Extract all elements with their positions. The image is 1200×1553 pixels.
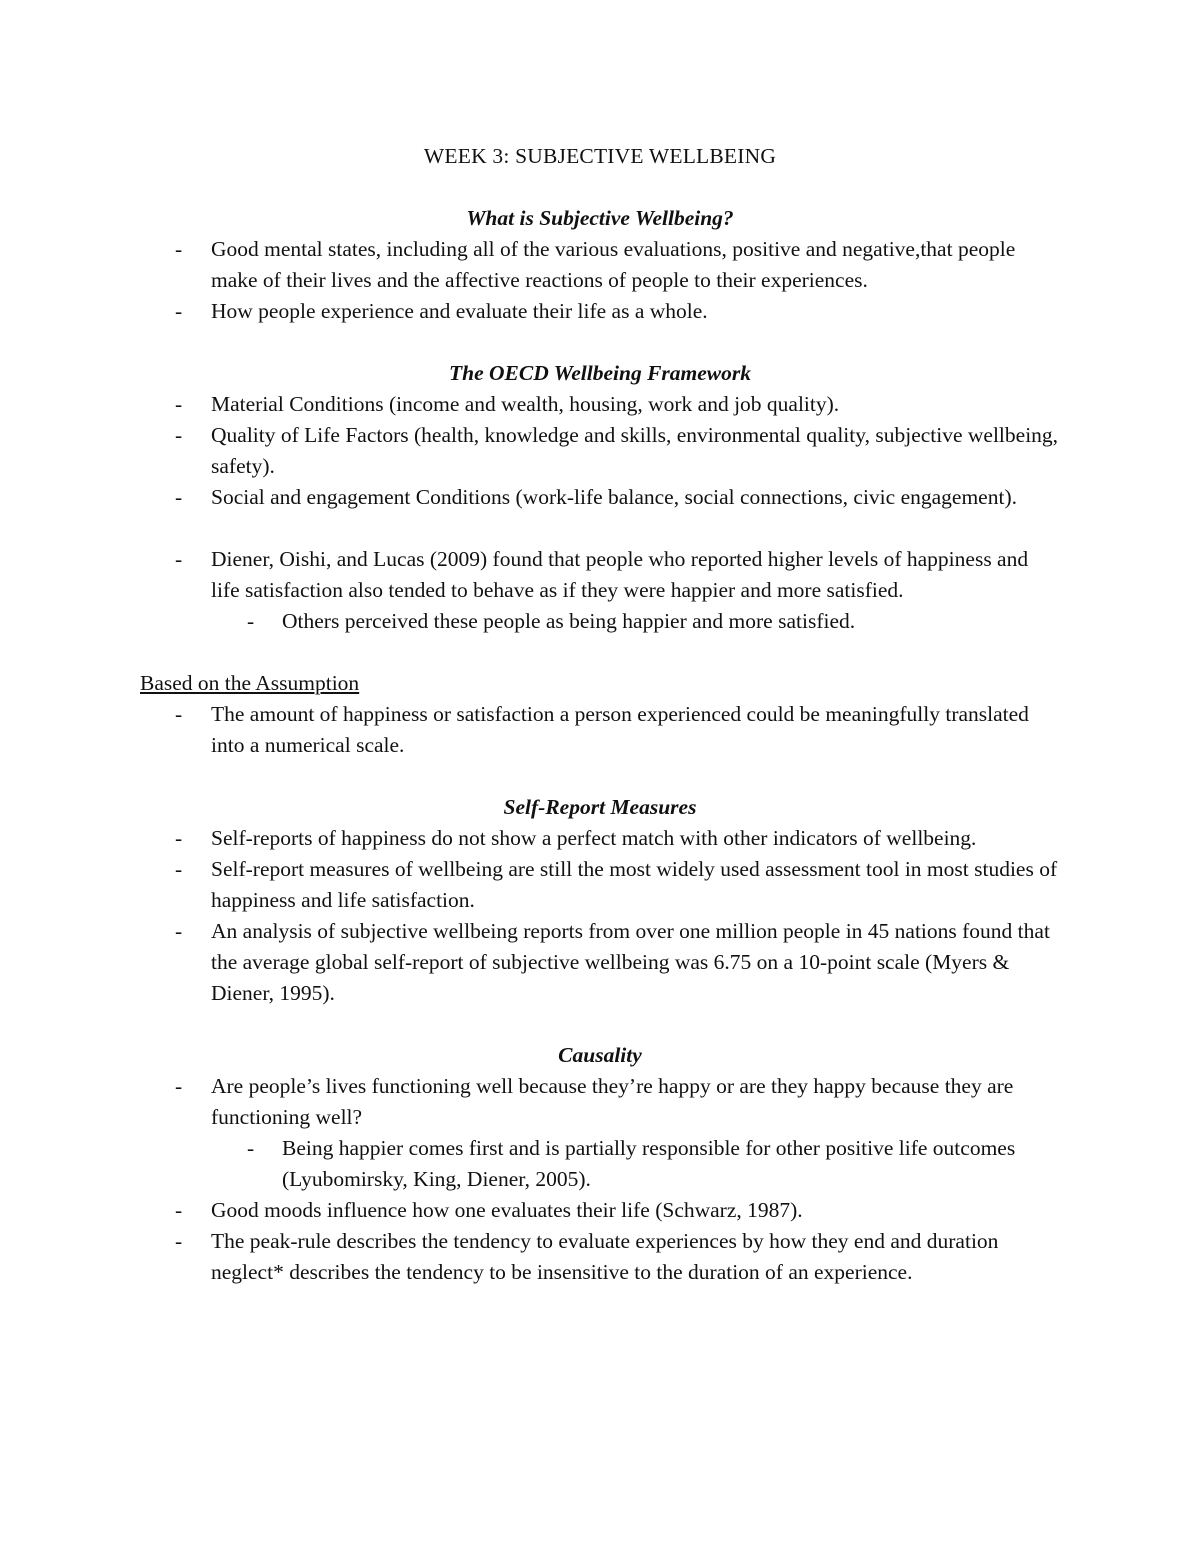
list-item: - Social and engagement Conditions (work-life balance, social connections, civic engagement). bbox=[140, 482, 1060, 513]
list-item: - Material Conditions (income and wealth, housing, work and job quality). bbox=[140, 389, 1060, 420]
spacer bbox=[140, 1009, 1060, 1040]
section-heading-causality: Causality bbox=[558, 1043, 642, 1067]
what-is-list bbox=[140, 234, 1060, 327]
list-item: - Diener, Oishi, and Lucas (2009) found that people who reported higher levels of happiness and life satisfaction also tended to behave as if they were happier and more satisfied. bbox=[140, 544, 1060, 606]
list-item: - Good moods influence how one evaluates their life (Schwarz, 1987). bbox=[140, 1195, 1060, 1226]
list-item: - An analysis of subjective wellbeing reports from over one million people in 45 nations found that the average global self-report of subjective wellbeing was 6.75 on a 10-point scale (Myers & Diener, 1995). bbox=[140, 916, 1060, 1009]
causality-list-b bbox=[140, 1195, 1060, 1288]
oecd-list bbox=[140, 389, 1060, 513]
self-report-list bbox=[140, 823, 1060, 1009]
causality-list-a bbox=[140, 1071, 1060, 1133]
spacer bbox=[140, 513, 1060, 544]
assumption-list bbox=[140, 699, 1060, 761]
section-heading-assumption: Based on the Assumption bbox=[140, 671, 360, 695]
section-heading-oecd: The OECD Wellbeing Framework bbox=[448, 361, 752, 385]
list-item: - Self-report measures of wellbeing are still the most widely used assessment tool in most studies of happiness and life satisfaction. bbox=[140, 854, 1060, 916]
list-item: - The amount of happiness or satisfaction a person experienced could be meaningfully translated into a numerical scale. bbox=[140, 699, 1060, 761]
list-item: - How people experience and evaluate their life as a whole. bbox=[140, 296, 1060, 327]
list-item: - The peak-rule describes the tendency to evaluate experiences by how they end and duration neglect* describes the tendency to be insensitive to the duration of an experience. bbox=[140, 1226, 1060, 1288]
document-title: WEEK 3: SUBJECTIVE WELLBEING bbox=[423, 144, 777, 168]
spacer bbox=[140, 327, 1060, 358]
spacer bbox=[140, 761, 1060, 792]
causality-sublist bbox=[140, 1133, 1060, 1195]
list-item: - Quality of Life Factors (health, knowledge and skills, environmental quality, subjective wellbeing, safety). bbox=[140, 420, 1060, 482]
oecd-extra-sublist bbox=[140, 606, 1060, 637]
section-heading-self-report: Self-Report Measures bbox=[503, 795, 697, 819]
list-item: - Self-reports of happiness do not show a perfect match with other indicators of wellbeing. bbox=[140, 823, 1060, 854]
sub-list-item: - Being happier comes first and is partially responsible for other positive life outcomes (Lyubomirsky, King, Diener, 2005). bbox=[140, 1133, 1060, 1195]
section-heading-what-is: What is Subjective Wellbeing? bbox=[466, 206, 734, 230]
oecd-extra-list bbox=[140, 544, 1060, 606]
sub-list-item: - Others perceived these people as being happier and more satisfied. bbox=[140, 606, 1060, 637]
list-item: - Are people’s lives functioning well because they’re happy or are they happy because they are functioning well? bbox=[140, 1071, 1060, 1133]
document-content bbox=[140, 141, 1060, 1288]
list-item: - Good mental states, including all of the various evaluations, positive and negative,that people make of their lives and the affective reactions of people to their experiences. bbox=[140, 234, 1060, 296]
spacer bbox=[140, 637, 1060, 668]
